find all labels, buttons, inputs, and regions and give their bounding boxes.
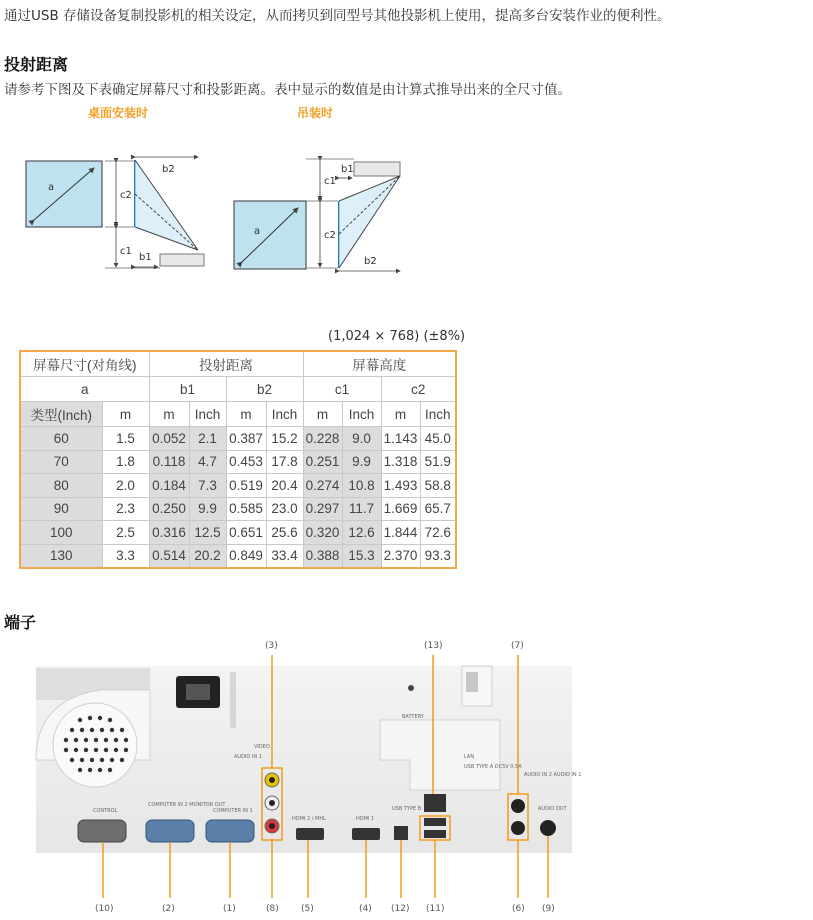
usb-a-port: [424, 830, 446, 838]
label-a: a: [254, 226, 261, 237]
hdmi2-port-label: HDMI 2 / MHL: [292, 816, 326, 822]
table-cell: 9.0: [342, 427, 381, 451]
callout-6: (6): [512, 904, 525, 914]
table-cell: 1.669: [381, 497, 420, 521]
table-cell: 2.0: [102, 474, 149, 498]
rear-panel-diagram: [0, 630, 813, 920]
audio-in1-label: AUDIO IN 1: [234, 754, 262, 760]
label-c2: c2: [120, 190, 132, 201]
table-cell: 7.3: [189, 474, 226, 498]
table-cell: 2.5: [102, 521, 149, 545]
unit-header: 类型(Inch): [20, 402, 102, 427]
unit-header: m: [381, 402, 420, 427]
distance-description: 请参考下图及下表确定屏幕尺寸和投影距离。表中显示的数值是由计算式推导出来的全尺寸值。: [4, 82, 571, 98]
computer-in2-port: [146, 820, 194, 842]
unit-header: m: [149, 402, 189, 427]
group-header: 屏幕尺寸(对角线): [20, 351, 149, 377]
callout-9: (9): [542, 904, 555, 914]
callout-13: (13): [424, 641, 443, 651]
unit-header: Inch: [420, 402, 456, 427]
label-b1: b1: [341, 164, 354, 175]
table-row: [20, 521, 456, 545]
table-cell: 2.1: [189, 427, 226, 451]
table-cell: 0.184: [149, 474, 189, 498]
table-cell: 0.052: [149, 427, 189, 451]
table-cell: 80: [20, 474, 102, 498]
callout-1: (1): [223, 904, 236, 914]
table-cell: 0.251: [303, 450, 342, 474]
computer-in1-port: [206, 820, 254, 842]
label-b2: b2: [364, 256, 377, 267]
callout-8: (8): [266, 904, 279, 914]
table-cell: 70: [20, 450, 102, 474]
table-row: [20, 427, 456, 451]
label-a: a: [48, 182, 55, 193]
table-cell: 2.3: [102, 497, 149, 521]
resolution-note: (1,024 × 768) (±8%): [328, 329, 466, 344]
terminals-title: 端子: [4, 613, 37, 632]
group-header: 屏幕高度: [303, 351, 456, 377]
table-cell: 0.453: [226, 450, 266, 474]
hdmi1-port: [352, 828, 380, 840]
callout-2: (2): [162, 904, 175, 914]
video-port-label: VIDEO: [254, 744, 270, 750]
table-cell: 12.6: [342, 521, 381, 545]
table-cell: 2.370: [381, 544, 420, 568]
table-cell: 0.849: [226, 544, 266, 568]
table-cell: 90: [20, 497, 102, 521]
label-c2: c2: [324, 230, 336, 241]
intro-text: 通过USB 存储设备复制投影机的相关设定，从而拷贝到同型号其他投影机上使用，提高多台安装作业的便利性。: [4, 8, 671, 24]
callout-4: (4): [359, 904, 372, 914]
label-c1: c1: [120, 246, 132, 257]
unit-header: m: [303, 402, 342, 427]
table-cell: 1.5: [102, 427, 149, 451]
throw-distance-table: [19, 350, 457, 569]
table-cell: 23.0: [266, 497, 303, 521]
label-c1: c1: [324, 176, 336, 187]
usb-a-port: [424, 818, 446, 826]
unit-header: m: [226, 402, 266, 427]
desk-install-caption: 桌面安装时: [88, 106, 149, 120]
desk-install-diagram: [20, 150, 220, 275]
table-cell: 0.651: [226, 521, 266, 545]
table-cell: 0.274: [303, 474, 342, 498]
unit-header: Inch: [342, 402, 381, 427]
table-cell: 0.118: [149, 450, 189, 474]
callout-11: (11): [426, 904, 445, 914]
table-cell: 11.7: [342, 497, 381, 521]
table-cell: 65.7: [420, 497, 456, 521]
audio-out-jack: [540, 820, 556, 836]
table-cell: 72.6: [420, 521, 456, 545]
table-cell: 15.3: [342, 544, 381, 568]
table-cell: 93.3: [420, 544, 456, 568]
usb-a-port-label: USB TYPE A DC5V 0.5A: [464, 764, 522, 770]
table-cell: 0.514: [149, 544, 189, 568]
table-cell: 10.8: [342, 474, 381, 498]
unit-header: Inch: [189, 402, 226, 427]
table-row: [20, 474, 456, 498]
table-cell: 1.8: [102, 450, 149, 474]
table-cell: 25.6: [266, 521, 303, 545]
lan-port: [424, 794, 446, 812]
table-cell: 9.9: [342, 450, 381, 474]
table-cell: 0.585: [226, 497, 266, 521]
table-cell: 1.493: [381, 474, 420, 498]
table-cell: 0.320: [303, 521, 342, 545]
table-cell: 0.250: [149, 497, 189, 521]
group-header: 投射距离: [149, 351, 303, 377]
speaker-grille: [53, 703, 137, 787]
table-cell: 45.0: [420, 427, 456, 451]
table-cell: 0.387: [226, 427, 266, 451]
table-cell: 0.228: [303, 427, 342, 451]
hdmi2-port: [296, 828, 324, 840]
audio-out-port-label: AUDIO OUT: [538, 806, 567, 812]
table-cell: 4.7: [189, 450, 226, 474]
callout-10: (10): [95, 904, 114, 914]
ceiling-install-caption: 吊装时: [297, 106, 334, 120]
table-cell: 1.143: [381, 427, 420, 451]
table-cell: 1.844: [381, 521, 420, 545]
table-cell: 100: [20, 521, 102, 545]
projector-shape: [354, 162, 400, 176]
unit-header: Inch: [266, 402, 303, 427]
table-cell: 17.8: [266, 450, 303, 474]
table-cell: 12.5: [189, 521, 226, 545]
unit-header: m: [102, 402, 149, 427]
table-cell: 0.316: [149, 521, 189, 545]
computer2-port-label: COMPUTER IN 2 MONITOR OUT: [148, 802, 226, 808]
table-cell: 51.9: [420, 450, 456, 474]
sub-header: b1: [149, 377, 226, 402]
table-cell: 130: [20, 544, 102, 568]
label-b2: b2: [162, 164, 175, 175]
table-cell: 60: [20, 427, 102, 451]
table-cell: 1.318: [381, 450, 420, 474]
ceiling-install-diagram: [228, 150, 428, 275]
table-cell: 9.9: [189, 497, 226, 521]
callout-12: (12): [391, 904, 410, 914]
control-port: [78, 820, 126, 842]
sub-header: a: [20, 377, 149, 402]
table-cell: 15.2: [266, 427, 303, 451]
projector-shape: [160, 254, 204, 266]
usb-b-port: [394, 826, 408, 840]
table-cell: 20.4: [266, 474, 303, 498]
callout-7: (7): [511, 641, 524, 651]
audio-in2-jack: [511, 799, 525, 813]
table-cell: 58.8: [420, 474, 456, 498]
label-b1: b1: [139, 252, 152, 263]
table-cell: 20.2: [189, 544, 226, 568]
distance-title: 投射距离: [4, 55, 69, 74]
table-cell: 33.4: [266, 544, 303, 568]
table-cell: 3.3: [102, 544, 149, 568]
callout-5: (5): [301, 904, 314, 914]
sub-header: c1: [303, 377, 381, 402]
sub-header: b2: [226, 377, 303, 402]
table-cell: 0.297: [303, 497, 342, 521]
battery-label: BATTERY: [402, 714, 424, 720]
callout-3: (3): [265, 641, 278, 651]
sub-header: c2: [381, 377, 456, 402]
usb-b-port-label: USB TYPE B: [392, 806, 422, 812]
table-cell: 0.388: [303, 544, 342, 568]
audio-in-port-label: AUDIO IN 2 AUDIO IN 1: [524, 772, 582, 778]
table-row: [20, 450, 456, 474]
audio-in1-jack: [511, 821, 525, 835]
table-cell: 0.519: [226, 474, 266, 498]
computer1-port-label: COMPUTER IN 1: [213, 808, 253, 814]
table-row: [20, 497, 456, 521]
control-port-label: CONTROL: [93, 808, 118, 814]
hdmi1-port-label: HDMI 1: [356, 816, 375, 822]
table-row: [20, 544, 456, 568]
lan-port-label: LAN: [464, 754, 475, 760]
